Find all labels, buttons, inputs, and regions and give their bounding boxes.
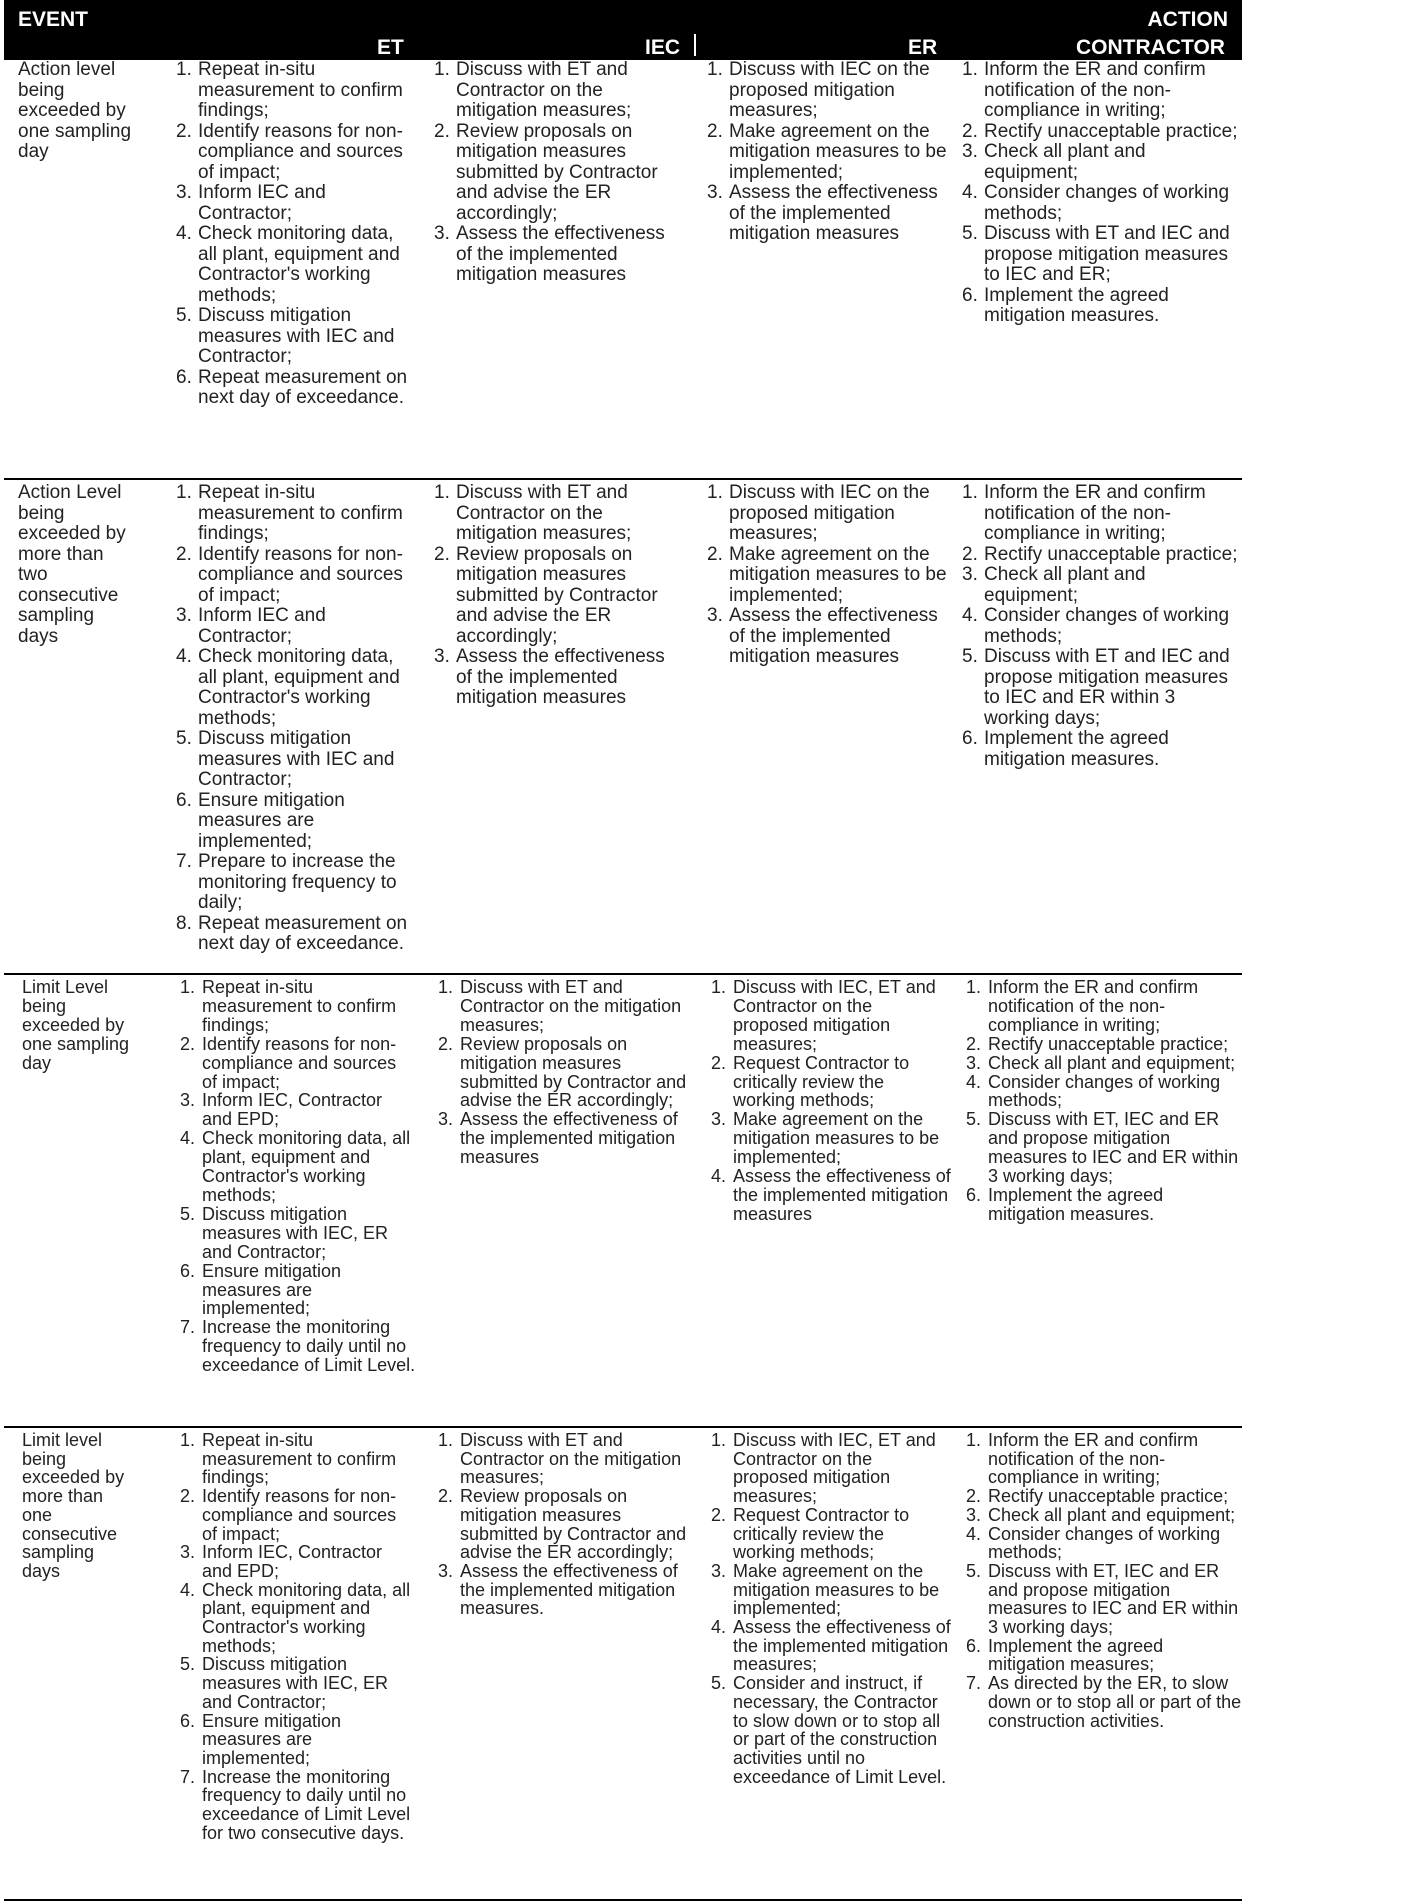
action-item-text: Review proposals on mitigation measures submitted by Contractor and advise the ER accordingly; <box>456 120 658 224</box>
action-item <box>180 1543 416 1580</box>
action-item-text: Assess the effectiveness of the implemented mitigation measures <box>460 1109 678 1168</box>
action-item-text: Discuss with ET and Contractor on the mitigation measures; <box>456 482 632 544</box>
contractor-cell <box>966 1431 1242 1730</box>
action-item-number: 6. <box>966 1635 982 1656</box>
iec-actions-list <box>438 1431 688 1618</box>
action-item-number: 3. <box>434 646 450 667</box>
action-item-number: 1. <box>176 59 192 80</box>
action-item-text: Discuss with ET, IEC and ER and propose mitigation measures to IEC and ER within 3 working days; <box>988 1109 1239 1187</box>
action-item <box>434 60 684 122</box>
action-item-number: 2. <box>438 1033 454 1054</box>
action-item-number: 7. <box>966 1673 982 1694</box>
action-item-number: 6. <box>962 284 978 306</box>
action-item-text: Repeat in-situ measurement to confirm findings; <box>198 482 403 544</box>
event-cell: Limit Level being exceeded by one sampling day <box>22 977 130 1073</box>
action-item-number: 6. <box>180 1710 196 1731</box>
action-item <box>966 1506 1242 1525</box>
action-item-text: Discuss mitigation measures with IEC and Contractor; <box>198 728 395 790</box>
action-item-text: Check monitoring data, all plant, equipment and Contractor's working methods; <box>198 646 400 729</box>
action-item <box>180 1431 416 1487</box>
contractor-actions-list <box>962 483 1242 770</box>
action-item-text: Identify reasons for non-compliance and sources of impact; <box>202 1033 397 1092</box>
action-item-text: Repeat in-situ measurement to confirm findings; <box>198 59 403 121</box>
action-item-text: Identify reasons for non-compliance and sources of impact; <box>198 543 403 606</box>
action-item <box>966 978 1242 1035</box>
action-item <box>180 1318 416 1375</box>
action-item-number: 4. <box>176 646 192 667</box>
action-item-number: 2. <box>707 543 723 565</box>
action-item-text: Inform the ER and confirm notification of the non-compliance in writing; <box>984 59 1206 121</box>
action-item-text: Identify reasons for non-compliance and sources of impact; <box>202 1486 397 1544</box>
et-cell <box>180 978 416 1375</box>
action-item <box>176 914 416 955</box>
action-item <box>707 545 947 607</box>
action-item-text: Discuss mitigation measures with IEC and Contractor; <box>198 305 395 367</box>
et-cell <box>180 1431 416 1842</box>
action-item-number: 1. <box>966 977 982 997</box>
action-item-text: Discuss with IEC on the proposed mitigation measures; <box>729 59 930 121</box>
action-item-text: Discuss mitigation measures with IEC, ER and Contractor; <box>202 1654 389 1712</box>
action-item-number: 1. <box>180 977 196 997</box>
action-item-number: 4. <box>176 223 192 244</box>
action-item <box>962 647 1242 729</box>
header-iec: IEC <box>645 36 681 59</box>
table-row <box>4 60 1242 480</box>
action-item <box>962 606 1242 647</box>
action-item-text: Review proposals on mitigation measures submitted by Contractor and advise the ER accordingly; <box>460 1486 687 1563</box>
action-item-number: 3. <box>438 1109 454 1130</box>
action-item-text: Ensure mitigation measures are implemented; <box>202 1710 342 1768</box>
action-item <box>962 729 1242 770</box>
action-item-text: Implement the agreed mitigation measures. <box>984 728 1169 770</box>
iec-cell <box>438 1431 688 1618</box>
action-item-number: 7. <box>176 851 192 872</box>
action-item-text: Assess the effectiveness of the implemented mitigation measures <box>733 1166 951 1224</box>
action-item <box>966 1525 1242 1562</box>
action-item-text: Discuss with IEC, ET and Contractor on the proposed mitigation measures; <box>733 1430 936 1507</box>
action-item <box>707 60 947 122</box>
action-item <box>176 306 416 368</box>
action-item-number: 1. <box>962 59 978 80</box>
action-item-text: Consider changes of working methods; <box>984 605 1230 647</box>
et-actions-list <box>176 60 416 409</box>
row-divider <box>4 1899 1242 1901</box>
action-item-text: Assess the effectiveness of the implemented mitigation measures <box>456 646 665 708</box>
action-item-text: Assess the effectiveness of the implemented mitigation measures; <box>733 1617 951 1675</box>
iec-cell <box>434 60 684 286</box>
action-item <box>962 122 1242 143</box>
action-item <box>438 1035 688 1111</box>
action-item <box>180 1205 416 1262</box>
action-item-number: 2. <box>962 120 978 142</box>
et-actions-list <box>180 978 416 1375</box>
action-item <box>176 647 416 729</box>
action-item-number: 2. <box>707 120 723 142</box>
action-item-text: Assess the effectiveness of the implemented mitigation measures <box>456 223 665 285</box>
action-item <box>711 1431 951 1506</box>
action-item <box>966 1073 1242 1111</box>
action-item-text: Repeat measurement on next day of exceedance. <box>198 366 408 408</box>
action-item-text: Identify reasons for non-compliance and sources of impact; <box>198 120 403 183</box>
action-item-text: Review proposals on mitigation measures submitted by Contractor and advise the ER accordingly; <box>456 543 658 647</box>
contractor-cell <box>962 60 1242 327</box>
action-item-text: Request Contractor to critically review the working methods; <box>733 1052 910 1111</box>
action-item-number: 5. <box>176 728 192 749</box>
action-item <box>434 483 684 545</box>
action-item-text: Prepare to increase the monitoring frequency to daily; <box>198 851 397 913</box>
action-item-number: 1. <box>434 59 450 80</box>
et-actions-list <box>180 1431 416 1842</box>
action-item-text: Consider changes of working methods; <box>988 1523 1221 1563</box>
action-item <box>434 545 684 648</box>
action-item <box>438 1110 688 1167</box>
action-item-number: 5. <box>711 1673 727 1694</box>
action-item-text: Increase the monitoring frequency to daily until no exceedance of Limit Level for two consecutive days. <box>202 1766 411 1843</box>
action-item <box>176 729 416 791</box>
action-item <box>966 1637 1242 1674</box>
action-item-text: Discuss with ET and Contractor on the mitigation measures; <box>460 977 682 1035</box>
action-item <box>176 60 416 122</box>
iec-cell <box>438 978 688 1167</box>
action-item-text: Repeat in-situ measurement to confirm findings; <box>202 1430 397 1488</box>
action-item-text: Rectify unacceptable practice; <box>984 543 1238 565</box>
event-cell: Action level being exceeded by one sampling day <box>18 59 132 162</box>
et-actions-list <box>176 483 416 955</box>
action-item-number: 1. <box>434 482 450 503</box>
action-item <box>180 1768 416 1843</box>
action-item <box>434 647 684 709</box>
action-item <box>711 1674 951 1786</box>
action-item-text: Consider and instruct, if necessary, the Contractor to slow down or to stop all or part of the construction activities until no exceedance of Limit Level. <box>733 1673 947 1787</box>
iec-actions-list <box>438 978 688 1167</box>
action-item-text: Discuss with ET and Contractor on the mitigation measures; <box>460 1430 682 1488</box>
action-item-number: 3. <box>176 182 192 203</box>
action-item-number: 2. <box>180 1033 196 1054</box>
action-item <box>966 1431 1242 1487</box>
action-item-number: 5. <box>966 1109 982 1130</box>
header-contractor: CONTRACTOR <box>1076 36 1225 59</box>
action-item-text: Request Contractor to critically review the working methods; <box>733 1504 910 1563</box>
action-item-number: 1. <box>180 1430 196 1450</box>
action-item <box>180 1129 416 1205</box>
action-item-number: 5. <box>966 1560 982 1581</box>
action-item <box>707 122 947 184</box>
action-item <box>180 978 416 1035</box>
action-item <box>711 1506 951 1562</box>
action-item <box>176 183 416 224</box>
iec-actions-list <box>434 60 684 286</box>
action-item-number: 4. <box>180 1128 196 1149</box>
action-item <box>966 1110 1242 1186</box>
action-item-text: Make agreement on the mitigation measures to be implemented; <box>733 1560 940 1619</box>
action-item-text: Check monitoring data, all plant, equipment and Contractor's working methods; <box>198 223 400 306</box>
action-item-number: 2. <box>966 1033 982 1054</box>
action-item-number: 2. <box>962 543 978 565</box>
action-item-number: 1. <box>438 977 454 997</box>
action-item-number: 3. <box>711 1109 727 1130</box>
iec-cell <box>434 483 684 709</box>
contractor-cell <box>962 483 1242 770</box>
action-item <box>438 1431 688 1487</box>
er-cell <box>711 1431 951 1786</box>
action-item <box>438 1487 688 1562</box>
action-item-number: 3. <box>707 182 723 203</box>
action-item-text: Check monitoring data, all plant, equipment and Contractor's working methods; <box>202 1128 411 1205</box>
header-event: EVENT <box>18 8 89 31</box>
contractor-cell <box>966 978 1242 1224</box>
event-cell: Limit level being exceeded by more than one consecutive sampling days <box>22 1430 125 1581</box>
action-item-number: 5. <box>962 646 978 667</box>
action-item-text: Repeat in-situ measurement to confirm findings; <box>202 977 397 1035</box>
action-item-number: 2. <box>438 1486 454 1507</box>
action-item-number: 1. <box>962 482 978 503</box>
action-item <box>711 1054 951 1111</box>
action-item-number: 6. <box>176 366 192 388</box>
action-item-number: 6. <box>176 789 192 811</box>
action-item-number: 1. <box>707 59 723 80</box>
action-item <box>180 1655 416 1711</box>
action-item-text: Discuss with IEC, ET and Contractor on the proposed mitigation measures; <box>733 977 936 1054</box>
action-item-number: 4. <box>711 1617 727 1638</box>
action-item-text: Discuss with ET and IEC and propose mitigation measures to IEC and ER; <box>984 223 1230 285</box>
action-item <box>966 1674 1242 1730</box>
action-item-text: Ensure mitigation measures are implemented; <box>202 1260 342 1319</box>
action-item-text: Make agreement on the mitigation measures to be implemented; <box>729 543 947 606</box>
contractor-actions-list <box>962 60 1242 327</box>
action-item-number: 3. <box>180 1542 196 1563</box>
action-item-number: 4. <box>962 182 978 203</box>
action-item <box>176 852 416 914</box>
action-item <box>962 286 1242 327</box>
action-item-text: Discuss mitigation measures with IEC, ER and Contractor; <box>202 1203 389 1262</box>
action-item <box>966 1562 1242 1637</box>
action-item-number: 6. <box>962 728 978 749</box>
action-item <box>711 1110 951 1167</box>
action-item-number: 3. <box>711 1560 727 1581</box>
et-cell <box>176 483 416 955</box>
er-actions-list <box>707 483 947 668</box>
action-item-number: 6. <box>966 1184 982 1205</box>
iec-actions-list <box>434 483 684 709</box>
action-item <box>962 565 1242 606</box>
action-item-text: Discuss with ET, IEC and ER and propose mitigation measures to IEC and ER within 3 working days; <box>988 1560 1239 1638</box>
action-item-text: Check all plant and equipment; <box>988 1504 1236 1525</box>
action-item-text: Rectify unacceptable practice; <box>988 1486 1229 1507</box>
action-item <box>966 1186 1242 1224</box>
action-item <box>180 1035 416 1092</box>
action-item-number: 3. <box>707 605 723 626</box>
action-item-text: Increase the monitoring frequency to daily until no exceedance of Limit Level. <box>202 1317 416 1376</box>
action-item-text: Make agreement on the mitigation measures to be implemented; <box>733 1109 940 1168</box>
er-cell <box>711 978 951 1224</box>
action-item <box>711 978 951 1054</box>
action-item <box>707 183 947 245</box>
action-item-text: Implement the agreed mitigation measures. <box>984 284 1169 326</box>
action-item <box>962 142 1242 183</box>
action-item <box>711 1618 951 1674</box>
action-item-number: 7. <box>180 1766 196 1787</box>
action-item <box>711 1562 951 1618</box>
action-item <box>180 1262 416 1319</box>
action-item-text: Check monitoring data, all plant, equipment and Contractor's working methods; <box>202 1579 411 1656</box>
action-item-number: 3. <box>176 605 192 626</box>
action-item-text: Inform the ER and confirm notification of the non-compliance in writing; <box>988 977 1199 1035</box>
action-item <box>180 1581 416 1656</box>
action-item-text: Inform IEC and Contractor; <box>198 605 326 647</box>
action-item-number: 4. <box>966 1523 982 1544</box>
action-item-text: Inform IEC, Contractor and EPD; <box>202 1542 383 1581</box>
action-item-text: Discuss with IEC on the proposed mitigation measures; <box>729 482 930 544</box>
action-item-number: 3. <box>180 1090 196 1111</box>
action-item-number: 2. <box>176 543 192 565</box>
action-item <box>176 224 416 306</box>
action-item-text: Assess the effectiveness of the implemented mitigation measures. <box>460 1560 678 1619</box>
table-row <box>4 1431 1242 1899</box>
action-item <box>962 483 1242 545</box>
action-item-text: Inform the ER and confirm notification of the non-compliance in writing; <box>988 1430 1199 1488</box>
action-item-text: Repeat measurement on next day of exceedance. <box>198 912 408 954</box>
event-cell: Action Level being exceeded by more than two consecutive sampling days <box>18 482 126 647</box>
action-item-number: 2. <box>180 1486 196 1507</box>
action-item-number: 3. <box>438 1560 454 1581</box>
er-actions-list <box>707 60 947 245</box>
action-item-number: 2. <box>966 1486 982 1507</box>
action-item-text: Consider changes of working methods; <box>988 1071 1221 1111</box>
action-item <box>707 606 947 668</box>
action-item-text: Rectify unacceptable practice; <box>988 1033 1229 1054</box>
action-item-text: Discuss with ET and Contractor on the mitigation measures; <box>456 59 632 121</box>
action-item-number: 1. <box>711 977 727 997</box>
action-item-text: Inform the ER and confirm notification of the non-compliance in writing; <box>984 482 1206 544</box>
header-action: ACTION <box>1147 8 1228 31</box>
action-item <box>966 1054 1242 1073</box>
action-item-number: 4. <box>966 1071 982 1092</box>
action-item-text: Assess the effectiveness of the implemented mitigation measures <box>729 605 938 667</box>
action-item <box>966 1487 1242 1506</box>
action-item-text: Make agreement on the mitigation measures to be implemented; <box>729 120 947 183</box>
action-item-number: 4. <box>711 1166 727 1187</box>
action-item-text: As directed by the ER, to slow down or to stop all or part of the construction activities. <box>988 1673 1242 1731</box>
table-header <box>4 0 1242 60</box>
action-item <box>434 224 684 286</box>
table-row <box>4 483 1242 973</box>
action-item-text: Check all plant and equipment; <box>984 141 1146 183</box>
action-item-text: Check all plant and equipment; <box>988 1052 1236 1073</box>
action-item <box>180 1487 416 1543</box>
action-item-text: Review proposals on mitigation measures submitted by Contractor and advise the ER accordingly; <box>460 1033 687 1111</box>
action-item <box>962 545 1242 566</box>
row-divider <box>4 478 1242 480</box>
action-item <box>966 1035 1242 1054</box>
action-item-number: 6. <box>180 1260 196 1281</box>
action-item <box>176 545 416 607</box>
action-item-number: 2. <box>434 543 450 565</box>
action-item-number: 5. <box>180 1654 196 1675</box>
action-item-number: 5. <box>176 305 192 326</box>
action-item-text: Ensure mitigation measures are implemented; <box>198 789 345 852</box>
action-item-number: 4. <box>962 605 978 626</box>
action-item <box>176 122 416 184</box>
action-item <box>180 1091 416 1129</box>
action-item-text: Consider changes of working methods; <box>984 182 1230 224</box>
action-item-number: 3. <box>966 1052 982 1073</box>
table-row <box>4 978 1242 1426</box>
action-item-text: Discuss with ET and IEC and propose mitigation measures to IEC and ER within 3 working days; <box>984 646 1230 729</box>
header-et: ET <box>377 36 404 59</box>
contractor-actions-list <box>966 1431 1242 1730</box>
action-item-number: 1. <box>176 482 192 503</box>
action-item <box>962 224 1242 286</box>
header-divider <box>694 34 696 56</box>
action-item <box>176 483 416 545</box>
action-item-number: 1. <box>711 1430 727 1450</box>
action-item-number: 5. <box>180 1203 196 1224</box>
action-item <box>180 1712 416 1768</box>
action-item-text: Implement the agreed mitigation measures; <box>988 1635 1164 1675</box>
er-actions-list <box>711 978 951 1224</box>
action-item <box>707 483 947 545</box>
action-item-number: 4. <box>180 1579 196 1600</box>
action-item-number: 3. <box>434 223 450 244</box>
row-divider <box>4 973 1242 975</box>
er-actions-list <box>711 1431 951 1786</box>
action-item-number: 2. <box>711 1052 727 1073</box>
action-item <box>176 606 416 647</box>
action-item-text: Check all plant and equipment; <box>984 564 1146 606</box>
action-item-text: Inform IEC and Contractor; <box>198 182 326 224</box>
action-item <box>438 978 688 1035</box>
action-item-number: 2. <box>176 120 192 142</box>
action-item-number: 8. <box>176 912 192 934</box>
et-cell <box>176 60 416 409</box>
action-item-number: 1. <box>966 1430 982 1450</box>
action-item-text: Inform IEC, Contractor and EPD; <box>202 1090 383 1130</box>
action-item <box>434 122 684 225</box>
action-item-number: 1. <box>707 482 723 503</box>
action-item-number: 1. <box>438 1430 454 1450</box>
action-item-text: Assess the effectiveness of the implemented mitigation measures <box>729 182 938 244</box>
action-item <box>962 183 1242 224</box>
action-item-text: Rectify unacceptable practice; <box>984 120 1238 142</box>
action-item <box>711 1167 951 1224</box>
action-item <box>438 1562 688 1618</box>
action-item-text: Implement the agreed mitigation measures. <box>988 1184 1164 1224</box>
action-item <box>176 368 416 409</box>
action-item-number: 5. <box>962 223 978 244</box>
action-item-number: 3. <box>966 1504 982 1525</box>
er-cell <box>707 483 947 668</box>
row-divider <box>4 1426 1242 1428</box>
er-cell <box>707 60 947 245</box>
action-item-number: 3. <box>962 141 978 162</box>
action-item-number: 7. <box>180 1317 196 1338</box>
action-item-number: 2. <box>434 120 450 142</box>
action-item-number: 2. <box>711 1504 727 1525</box>
action-item <box>962 60 1242 122</box>
action-item <box>176 791 416 853</box>
header-er: ER <box>908 36 938 59</box>
action-item-number: 3. <box>962 564 978 585</box>
contractor-actions-list <box>966 978 1242 1224</box>
